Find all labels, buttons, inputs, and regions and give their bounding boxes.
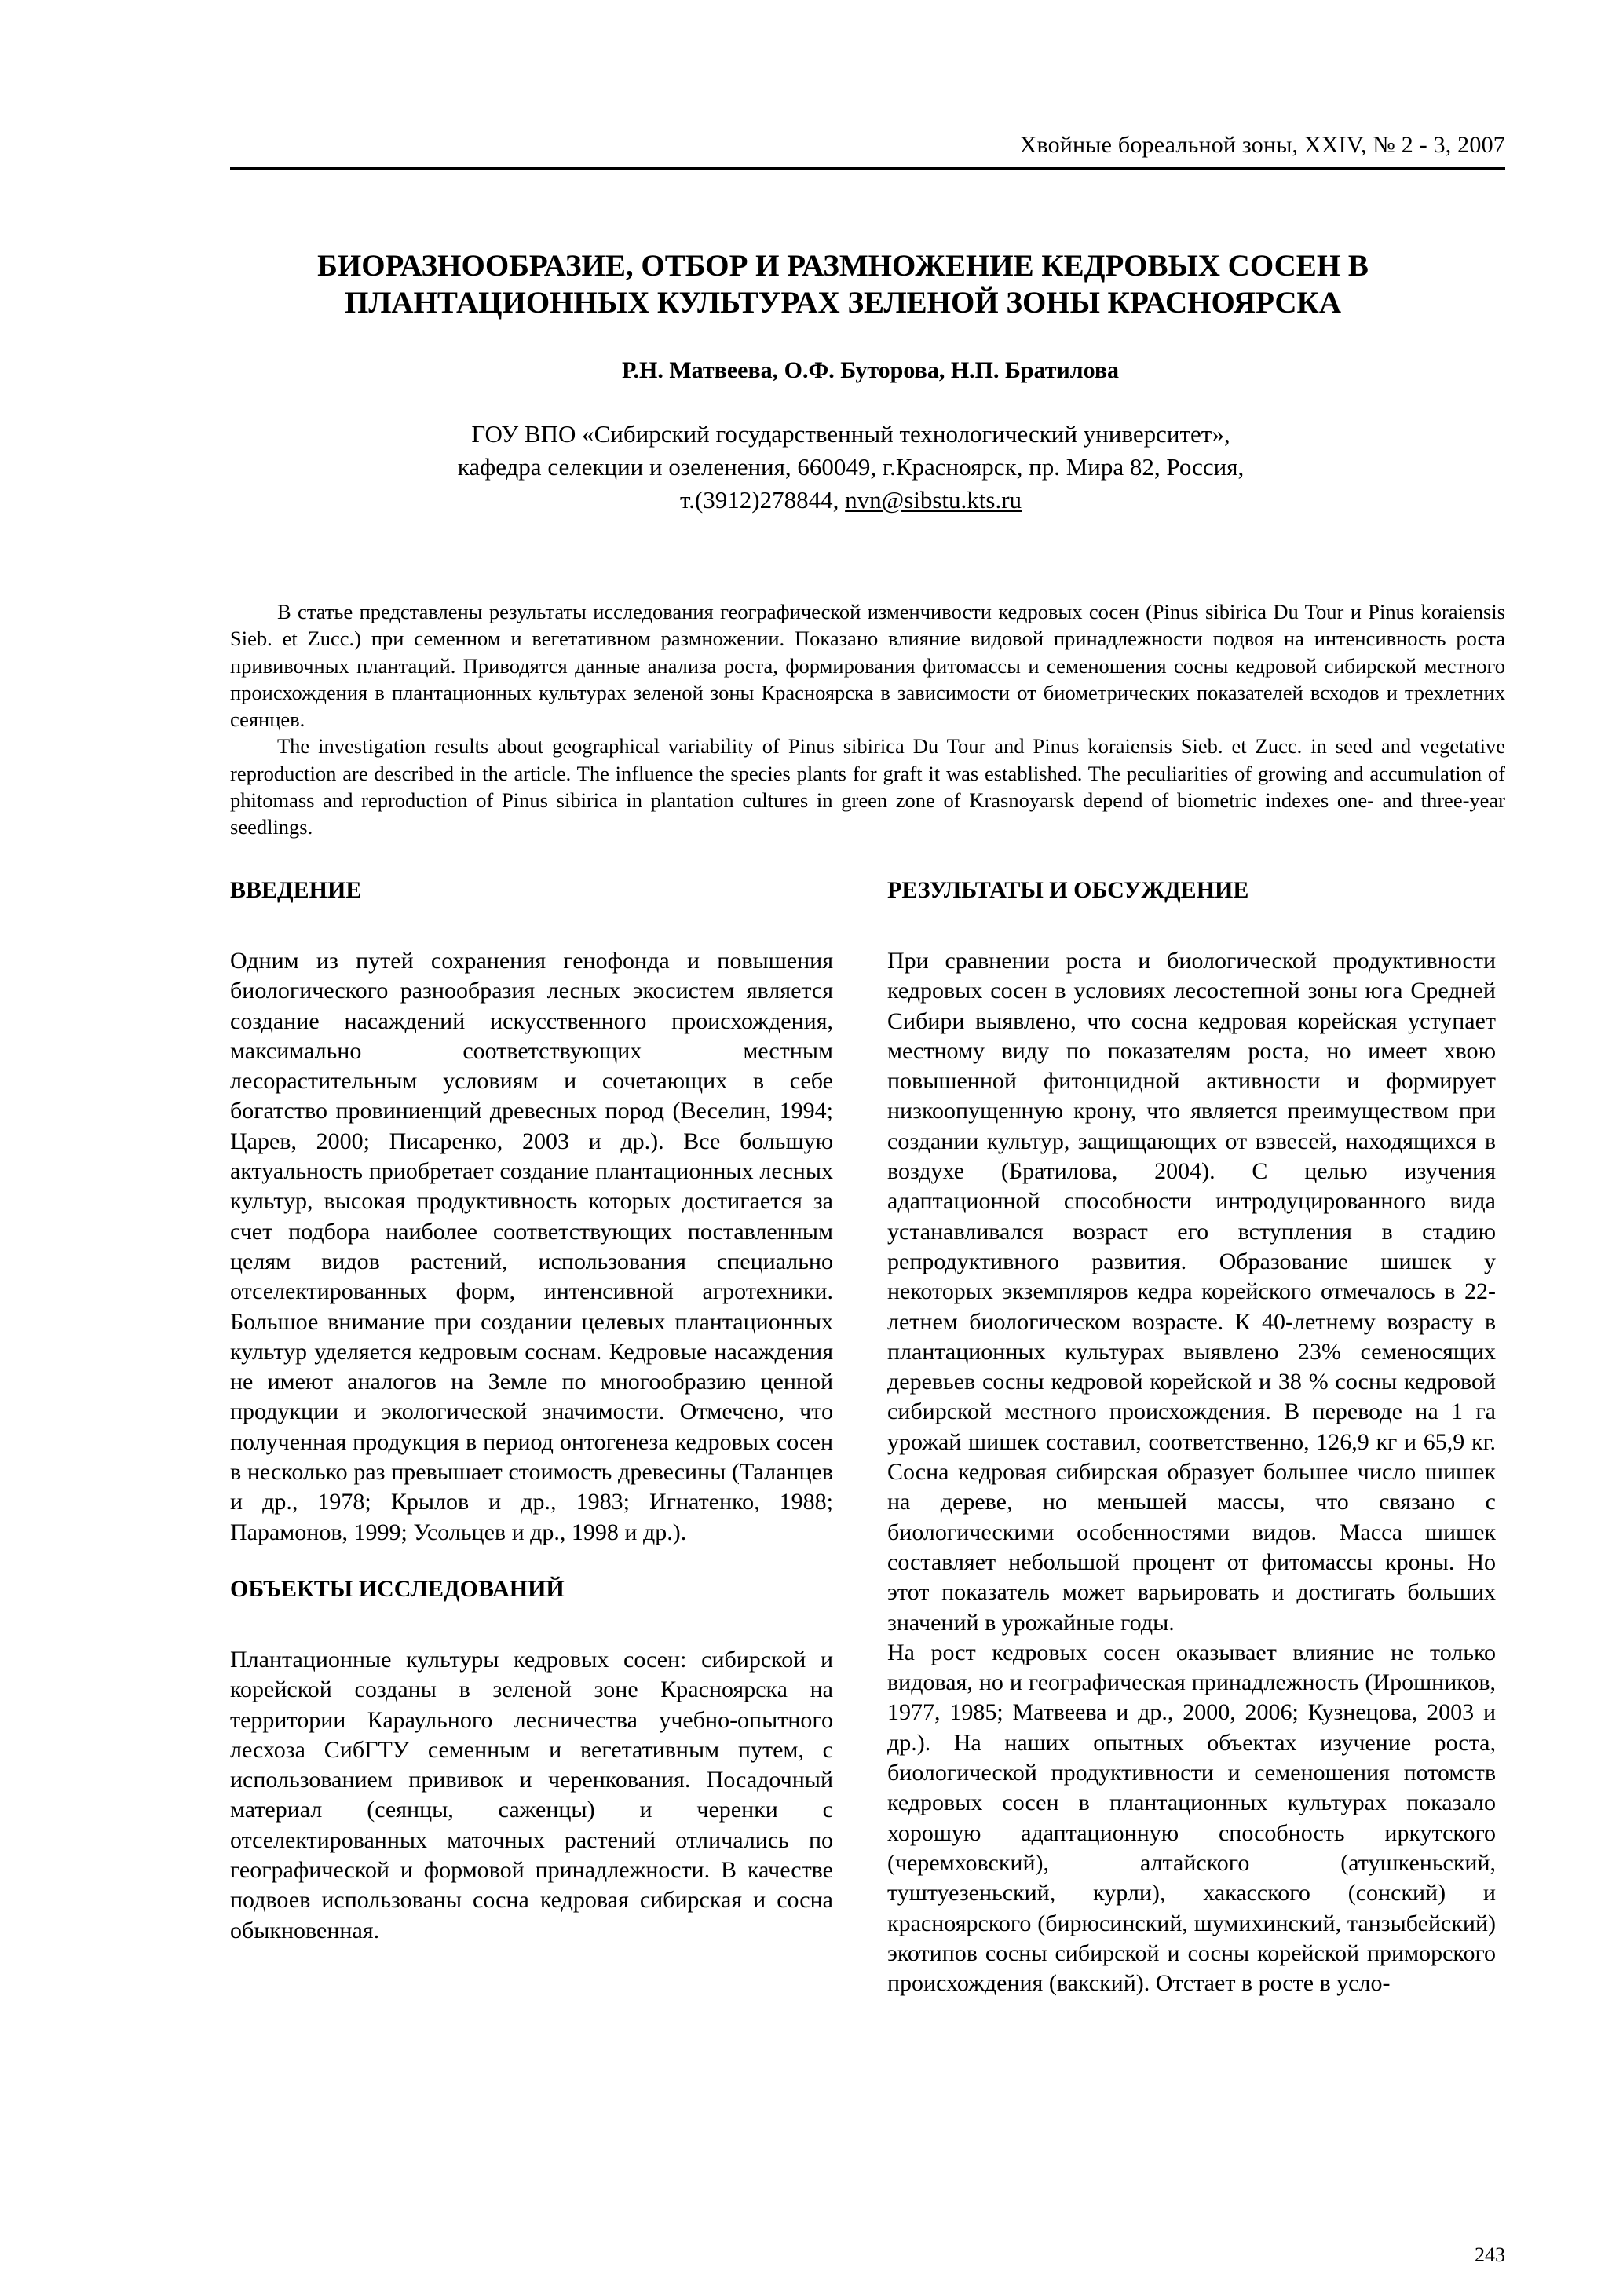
affiliation-line-1: ГОУ ВПО «Сибирский государственный технологический университет», [471, 420, 1230, 448]
intro-heading: ВВЕДЕНИЕ [230, 877, 362, 903]
results-heading: РЕЗУЛЬТАТЫ И ОБСУЖДЕНИЕ [887, 877, 1249, 903]
results-paragraph-1: При сравнении роста и биологической продуктивности кедровых сосен в условиях лесостепной зоны юга Средней Сибири выявлено, что сосна кедровая корейская уступает местному виду по показателям роста, но имеет хвою повышенной фитонцидной активности и формирует низкоопущенную крону, что является преимуществом при создании культур, защищающих от взвесей, находящихся в воздухе (Братилова, 2004). С целью изучения адаптационной способности интродуцированного вида устанавливался возраст его вступления в стадию репродуктивного развития. Образование шишек у некоторых экземпляров кедра корейского отмечалось в 22-летнем биологическом возрасте. К 40-летнему возрасту в плантационных культурах выявлено 23% семеносящих деревьев сосны кедровой корейской и 38 % сосны кедровой сибирской местного происхождения. В переводе на 1 га урожай шишек составил, соответственно, 126,9 кг и 65,9 кг. Сосна кедровая сибирская образует большее число шишек на дереве, но меньшей массы, что связано с биологическими особенностями видов. Масса шишек составляет небольшой процент от фитомассы кроны. Но этот показатель может варьировать и достигать больших значений в урожайные годы. [887, 948, 1496, 1636]
abstract-ru: В статье представлены результаты исследования географической изменчивости кедровых сосен (Pinus sibirica Du Tour и Pinus koraiensis Sieb. et Zucc.) при семенном и вегетативном размножении. Показано влияние видовой принадлежности подвоя на интенсивность роста прививочных плантаций. Приводятся данные анализа роста, формирования фитомассы и семеношения сосны кедровой сибирской местного происхождения в плантационных культурах зеленой зоны Красноярска в зависимости от биометрических показателей всходов и трехлетних сеянцев. [230, 600, 1505, 732]
article-title [236, 247, 1450, 321]
right-column [887, 875, 1496, 1998]
authors: Р.Н. Матвеева, О.Ф. Буторова, Н.П. Братилова [621, 357, 1120, 383]
intro-text: Одним из путей сохранения генофонда и повышения биологического разнообразия лесных экосистем является создание насаждений искусственного происхождения, максимально соответствующих местным лесорастительным условиям и сочетающих в себе богатство провиниенций древесных пород (Веселин, 1994; Царев, 2000; Писаренко, 2003 и др.). Все большую актуальность приобретает создание плантационных лесных культур, высокая продуктивность которых достигается за счет подбора наиболее соответствующих поставленным целям видов растений, использования специально отселектированных форм, интенсивной агротехники. Большое внимание при создании целевых плантационных культур уделяется кедровым соснам. Кедровые насаждения не имеют аналогов на Земле по многообразию ценной продукции и экологической значимости. Отмечено, что полученная продукция в период онтогенеза кедровых сосен в несколько раз превышает стоимость древесины (Таланцев и др., 1978; Крылов и др., 1983; Игнатенко, 1988; Парамонов, 1999; Усольцев и др., 1998 и др.). [230, 948, 833, 1545]
affiliation-line-2: кафедра селекции и озеленения, 660049, г.Красноярск, пр. Мира 82, Россия, [457, 453, 1245, 481]
title-line-1: БИОРАЗНООБРАЗИЕ, ОТБОР И РАЗМНОЖЕНИЕ КЕДРОВЫХ СОСЕН В [317, 249, 1369, 283]
header-rule [230, 167, 1505, 170]
objects-text: Плантационные культуры кедровых сосен: сибирской и корейской созданы в зеленой зоне Красноярска на территории Караульного лесничества учебно-опытного лесхоза СибГТУ семенным и вегетативным путем, с использованием прививок и черенкования. Посадочный материал (сеянцы, саженцы) и черенки с отселектированных маточных растений отличались по географической и формовой принадлежности. В качестве подвоев использованы сосна кедровая сибирская и сосна обыкновенная. [230, 1646, 833, 1943]
phone-text: т.(3912)278844, [679, 486, 846, 514]
left-column [230, 875, 833, 1946]
affiliation-line-3 [314, 484, 1387, 517]
running-header: Хвойные бореальной зоны, XXIV, № 2 - 3, 2007 [1019, 132, 1505, 158]
page-number: 243 [1475, 2243, 1505, 2266]
abstract-en: The investigation results about geographical variability of Pinus sibirica Du Tour and Pinus koraiensis Sieb. et Zucc. in seed and vegetative reproduction are described in the article. The influence the species plants for graft it was established. The peculiarities of growing and accumulation of phitomass and reproduction of Pinus sibirica in plantation cultures in green zone of Krasnoyarsk depend of biometric indexes one- and three-year seedlings. [230, 734, 1505, 839]
title-line-2: ПЛАНТАЦИОННЫХ КУЛЬТУРАХ ЗЕЛЕНОЙ ЗОНЫ КРАСНОЯРСКА [345, 286, 1341, 320]
results-paragraph-2: На рост кедровых сосен оказывает влияние не только видовая, но и географическая принадлежность (Ирошников, 1977, 1985; Матвеева и др., 2000, 2006; Кузнецова, 2003 и др.). На наших опытных объектах изучение роста, биологической продуктивности и семеношения потомств кедровых сосен в плантационных культурах показало хорошую адаптационную способность иркутского (черемховский), алтайского (атушкеньский, туштуезеньский, курли), хакасского (сонский) и красноярского (бирюсинский, шумихинский, танзыбейский) экотипов сосны сибирской и сосны корейской приморского происхождения (вакский). Отстает в росте в усло- [887, 1639, 1496, 1997]
affiliation [314, 418, 1387, 517]
abstract [230, 598, 1505, 841]
email-link[interactable]: nvn@sibstu.kts.ru [845, 486, 1022, 514]
objects-heading: ОБЪЕКТЫ ИССЛЕДОВАНИЙ [230, 1575, 565, 1602]
